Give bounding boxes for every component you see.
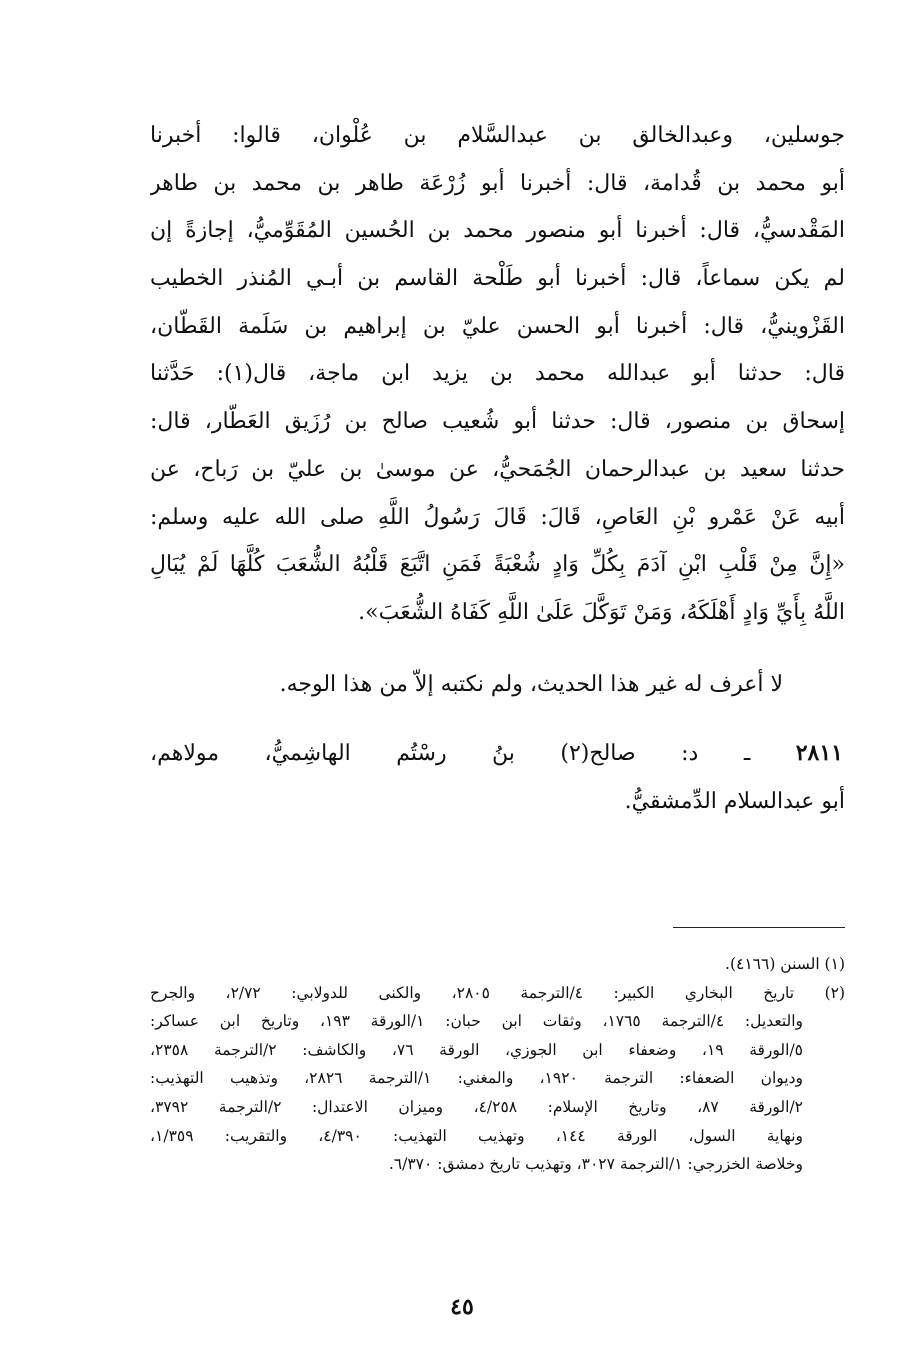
footnotes — [150, 950, 845, 1179]
body-line: حدثنا سعيد بن عبدالرحمان الجُمَحيُّ، عن موسىٰ بن عليّ بن رَباح، عن — [150, 456, 845, 482]
body-line: المَقْدسيُّ، قال: أخبرنا أبو منصور محمد بن الحُسين المُقَوِّميُّ، إجازةً إن — [150, 218, 845, 244]
main-text — [150, 112, 845, 826]
footnote-2-line: وديوان الضعفاء: الترجمة ١٩٢٠، والمغني: ١/الترجمة ٢٨٢٦، وتذهيب التهذيب: — [150, 1069, 804, 1088]
hadith-line: اللَّهُ بِأَيِّ وَادٍ أَهْلَكَهُ، وَمَنْ تَوَكَّلَ عَلَىٰ اللَّهِ كَفَاهُ الشُّعَبَ». — [358, 599, 845, 625]
footnote-2-line: ٢/الورقة ٨٧، وتاريخ الإسلام: ٤/٢٥٨، وميزان الاعتدال: ٢/الترجمة ٣٧٩٢، — [150, 1097, 803, 1116]
body-line: أبو محمد بن قُدامة، قال: أخبرنا أبو زُرْعَة طاهر بن محمد بن طاهر — [150, 170, 845, 196]
entry-second-line: أبو عبدالسلام الدِّمشقيُّ. — [624, 788, 845, 814]
footnote-2-line: ونهاية السول، الورقة ١٤٤، وتهذيب التهذيب: ٤/٣٩٠، والتقريب: ١/٣٥٩، — [150, 1126, 803, 1145]
entry-heading — [150, 730, 845, 778]
body-line: القَزْوينيُّ، قال: أخبرنا أبو الحسن عليّ بن إبراهيم بن سَلَمة القَطّان، — [150, 313, 845, 339]
footnote-1: (١) السنن (٤١٦٦). — [725, 955, 845, 973]
hadith-line: «إِنَّ مِنْ قَلْبِ ابْنِ آدَمَ بِكُلِّ وَادٍ شُعْبَةً فَمَنِ اتَّبَعَ قَلْبُهُ الشُّعَبَ كُلَّهَا لَمْ يُبَالِ — [150, 552, 845, 578]
footnote-2-line: وخلاصة الخزرجي: ١/الترجمة ٣٠٢٧، وتهذيب تاريخ دمشق: ٦/٣٧٠. — [388, 1155, 803, 1174]
body-line: قال: حدثنا أبو عبدالله محمد بن يزيد ابن ماجة، قال(١): حَدَّثنا — [150, 361, 845, 387]
body-line: إسحاق بن منصور، قال: حدثنا أبو شُعيب صالح بن رُزَيق العَطّار، قال: — [150, 409, 845, 435]
body-line: لم يكن سماعاً، قال: أخبرنا أبو طَلْحة القاسم بن أبـي المُنذر الخطيب — [150, 266, 845, 292]
footnote-2-line: والتعديل: ٤/الترجمة ١٧٦٥، وثقات ابن حبان: ١/الورقة ١٩٣، وتاريخ ابن عساكر: — [150, 1012, 804, 1031]
entry-title: ـ د: صالح(٢) بنُ رسْتُم الهاشِميُّ، مولاهم، — [150, 741, 751, 767]
footnote-2-line: (٢) تاريخ البخاري الكبير: ٤/الترجمة ٢٨٠٥، والكنى للدولابي: ٢/٧٢، والجرح — [150, 983, 845, 1002]
body-line: جوسلين، وعبدالخالق بن عبدالسَّلام بن عُلْوان، قالوا: أخبرنا — [150, 123, 845, 148]
footnote-2-line: ٥/الورقة ١٩، وضعفاء ابن الجوزي، الورقة ٧٦، والكاشف: ٢/الترجمة ٢٣٥٨، — [150, 1040, 803, 1059]
entry-number: ٢٨١١ — [795, 740, 843, 767]
page-number: ٤٥ — [450, 1294, 474, 1320]
author-comment: لا أعرف له غير هذا الحديث، ولم نكتبه إلاّ من هذا الوجه. — [279, 671, 783, 697]
body-line: أبيه عَنْ عَمْرو بْنِ العَاصِ، قَالَ: قَالَ رَسُولُ اللَّهِ صلى الله عليه وسلم: — [150, 504, 845, 530]
footnote-separator — [673, 927, 845, 928]
